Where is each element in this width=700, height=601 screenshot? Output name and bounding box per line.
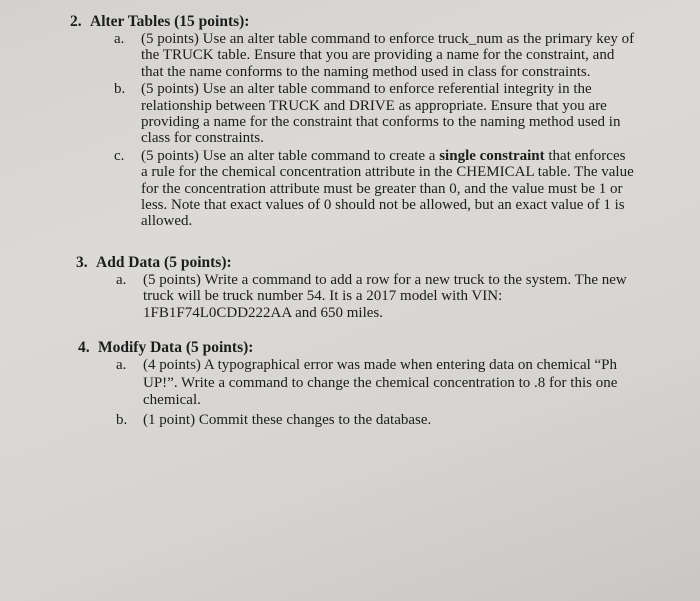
section-number: 3. — [76, 254, 88, 271]
item-text-line: (5 points) Use an alter table command to enforce truck_num as the primary key of — [141, 31, 635, 47]
item-text-line: providing a name for the constraint that conforms to the naming method used in — [141, 114, 621, 131]
item-text-line: allowed. — [141, 213, 193, 230]
item-letter: a. — [116, 357, 127, 373]
section-number: 2. — [70, 13, 82, 30]
item-text-line: a rule for the chemical concentration attribute in the CHEMICAL table. The value — [141, 164, 634, 181]
item-text-line: relationship between TRUCK and DRIVE as appropriate. Ensure that you are — [141, 97, 607, 114]
section-title: Add Data (5 points): — [96, 254, 232, 271]
item-letter: b. — [114, 81, 126, 98]
emphasis-text: single constraint — [439, 147, 545, 164]
section-modify-data — [78, 338, 678, 428]
item-letter: a. — [114, 31, 125, 47]
section-heading — [78, 338, 678, 357]
section-number: 4. — [78, 339, 90, 356]
question-item-4a — [116, 357, 678, 410]
question-item-4b — [116, 412, 678, 428]
item-text-line: (5 points) Use an alter table command to enforce referential integrity in the — [141, 81, 592, 98]
section-title: Modify Data (5 points): — [98, 339, 254, 356]
section-heading — [70, 12, 670, 31]
section-title: Alter Tables (15 points): — [90, 13, 250, 30]
item-text-line: (1 point) Commit these changes to the database. — [143, 411, 432, 428]
item-text-segment: (5 points) Use an alter table command to create a — [141, 147, 440, 164]
item-text-line: that the name conforms to the naming method used in class for constraints. — [141, 63, 591, 80]
item-text-line: class for constraints. — [141, 130, 264, 147]
item-letter: a. — [116, 272, 127, 288]
item-text-line: the TRUCK table. Ensure that you are providing a name for the constraint, and — [141, 47, 615, 64]
item-letter: b. — [116, 411, 128, 428]
item-text-line: 1FB1F74L0CDD222AA and 650 miles. — [143, 304, 384, 321]
question-item-2c — [114, 148, 670, 230]
item-text-line: UP!”. Write a command to change the chemical concentration to .8 for this one — [143, 374, 618, 391]
item-text-line: (5 points) Write a command to add a row for a new truck to the system. The new — [143, 272, 627, 288]
question-item-2a — [114, 31, 670, 80]
item-text-line: chemical. — [143, 392, 201, 408]
section-add-data — [76, 253, 676, 321]
item-text-line — [141, 148, 670, 164]
item-text-line: less. Note that exact values of 0 should not be allowed, but an exact value of 1 is — [141, 197, 625, 214]
item-text-line: for the concentration attribute must be greater than 0, and the value must be 1 or — [141, 180, 623, 197]
item-text-line: (4 points) A typographical error was made when entering data on chemical “Ph — [143, 357, 618, 373]
item-text-line: truck will be truck number 54. It is a 2017 model with VIN: — [143, 288, 503, 305]
question-item-2b — [114, 81, 670, 147]
section-alter-tables — [70, 12, 670, 230]
item-letter: c. — [114, 147, 125, 164]
question-item-3a — [116, 272, 676, 321]
item-text-segment: that enforces — [544, 147, 626, 164]
section-heading — [76, 253, 676, 272]
